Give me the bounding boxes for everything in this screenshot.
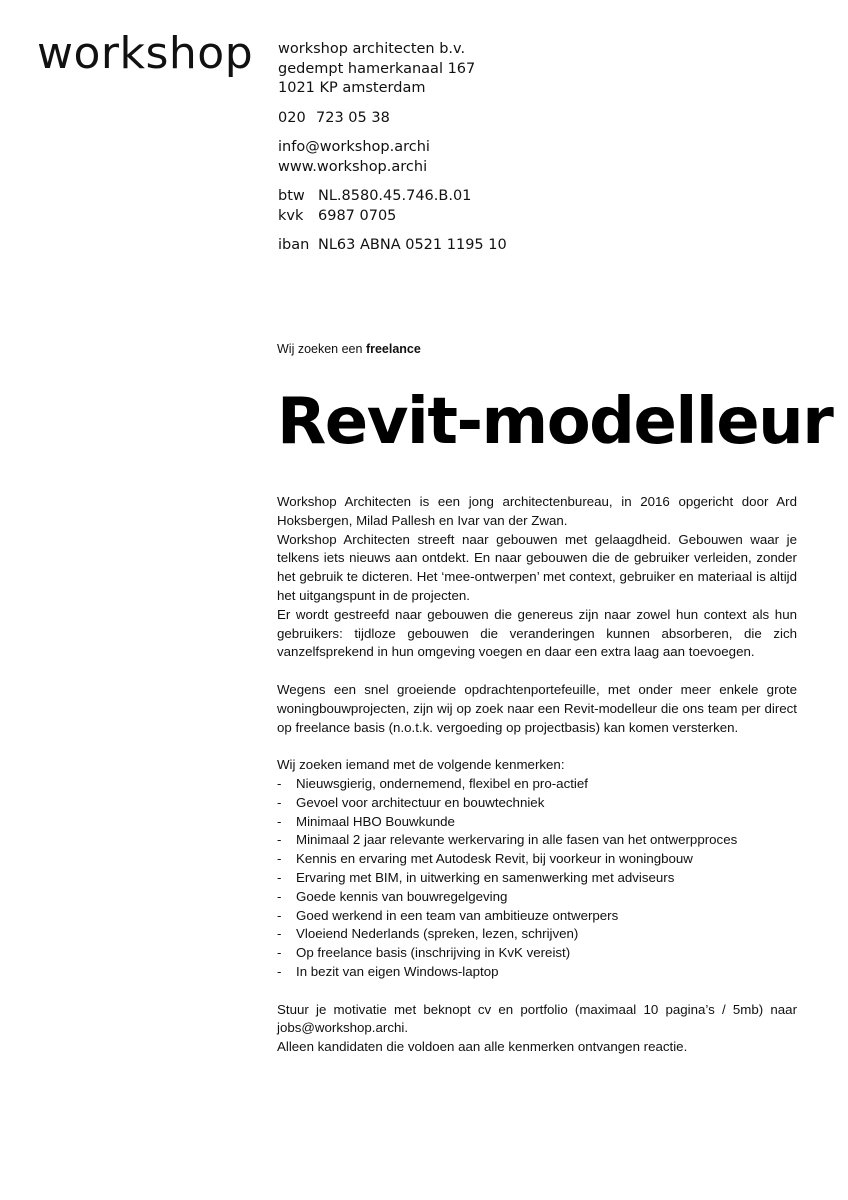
vacancy-intro: [277, 341, 421, 357]
list-item-text: Minimaal HBO Bouwkunde: [296, 813, 455, 829]
list-item: [277, 888, 797, 907]
requirements-intro: Wij zoeken iemand met de volgende kenmerken:: [277, 757, 565, 773]
paragraph-vacancy: Wegens een snel groeiende opdrachtenportefeuille, met onder meer enkele grote woningbouwprojecten, zijn wij op zoek naar een Revit-modelleur die ons team per direct op freelance basis (n.o.t.k. vergoeding op projectbasis) kan komen versterken.: [277, 681, 797, 735]
list-dash: -: [277, 963, 282, 979]
list-item: [277, 907, 797, 926]
list-dash: -: [277, 945, 282, 961]
iban-row: [278, 236, 507, 256]
address: [278, 40, 507, 99]
list-item: [277, 963, 797, 982]
kvk-row: [278, 207, 507, 227]
company-logo: workshop: [37, 28, 254, 79]
list-item-text: Goede kennis van bouwregelgeving: [296, 888, 508, 904]
list-item-text: Kennis en ervaring met Autodesk Revit, bij voorkeur in woningbouw: [296, 851, 693, 867]
list-item: [277, 813, 797, 832]
list-item-text: Goed werkend in een team van ambitieuze ontwerpers: [296, 907, 619, 923]
list-item: [277, 775, 797, 794]
online-contact: [278, 138, 507, 177]
contact-block: [278, 40, 507, 266]
list-dash: -: [277, 888, 282, 904]
list-item: [277, 925, 797, 944]
email-link[interactable]: info@workshop.archi: [278, 139, 430, 155]
paragraph-ambition: Er wordt gestreefd naar gebouwen die genereus zijn naar zowel hun context als hun gebruikers: tijdloze gebouwen die veranderingen kunnen absorberen, die zich vanzelfsprekend in hun omgeving voegen en daar een extra laag aan toevoegen.: [277, 606, 797, 660]
list-item-text: Gevoel voor architectuur en bouwtechniek: [296, 794, 545, 810]
list-dash: -: [277, 813, 282, 829]
list-dash: -: [277, 832, 282, 848]
list-dash: -: [277, 794, 282, 810]
paragraph-note: Alleen kandidaten die voldoen aan alle kenmerken ontvangen reactie.: [277, 1039, 688, 1055]
requirements-list: [277, 775, 797, 982]
postal-city: 1021 KP amsterdam: [278, 80, 426, 96]
btw-row: [278, 187, 507, 207]
vacancy-body: [277, 493, 797, 1057]
intro-prefix: Wij zoeken een: [277, 342, 366, 356]
street-address: gedempt hamerkanaal 167: [278, 60, 476, 77]
bank: [278, 236, 507, 256]
list-item: [277, 794, 797, 813]
list-item-text: In bezit van eigen Windows-laptop: [296, 963, 499, 979]
list-item-text: Vloeiend Nederlands (spreken, lezen, schrijven): [296, 926, 579, 942]
registration: [278, 187, 507, 226]
list-item-text: Ervaring met BIM, in uitwerking en samenwerking met adviseurs: [296, 869, 675, 885]
paragraph-about: Workshop Architecten is een jong architectenbureau, in 2016 opgericht door Ard Hoksbergen, Milad Pallesh en Ivar van der Zwan.: [277, 494, 797, 528]
list-item: [277, 869, 797, 888]
company-name: workshop architecten b.v.: [278, 41, 466, 57]
list-dash: -: [277, 851, 282, 867]
kvk-value: 6987 0705: [318, 207, 397, 224]
iban-label: iban: [278, 237, 310, 253]
paragraph-vision: Workshop Architecten streeft naar gebouwen met gelaagdheid. Gebouwen waar je telkens iets nieuws aan ontdekt. En naar gebouwen die de gebruiker verleiden, zonder het gebruik te dicteren. Het ‘mee-ontwerpen’ met context, gebruiker en materiaal is altijd het uitgangspunt in de projecten.: [277, 531, 797, 603]
list-dash: -: [277, 926, 282, 942]
list-item: [277, 831, 797, 850]
btw-label: btw: [278, 188, 305, 204]
list-item: [277, 850, 797, 869]
iban-value: NL63 ABNA 0521 1195 10: [318, 237, 507, 253]
btw-value: NL.8580.45.746.B.01: [318, 188, 472, 204]
list-dash: -: [277, 869, 282, 885]
kvk-label: kvk: [278, 207, 304, 224]
paragraph-apply: Stuur je motivatie met beknopt cv en portfolio (maximaal 10 pagina’s / 5mb) naar jobs@workshop.archi.: [277, 1001, 797, 1036]
list-item-text: Op freelance basis (inschrijving in KvK vereist): [296, 945, 571, 961]
list-dash: -: [277, 907, 282, 923]
intro-bold: freelance: [365, 342, 421, 356]
list-item-text: Nieuwsgierig, ondernemend, flexibel en pro-actief: [296, 775, 588, 791]
list-dash: -: [277, 775, 282, 791]
list-item-text: Minimaal 2 jaar relevante werkervaring in alle fasen van het ontwerpproces: [296, 832, 738, 848]
phone: [278, 109, 507, 129]
phone-area-code: 020: [278, 109, 306, 126]
phone-number: 723 05 38: [316, 109, 390, 126]
page-title: Revit-modelleur: [277, 385, 833, 459]
list-item: [277, 944, 797, 963]
website-link[interactable]: www.workshop.archi: [278, 158, 428, 175]
